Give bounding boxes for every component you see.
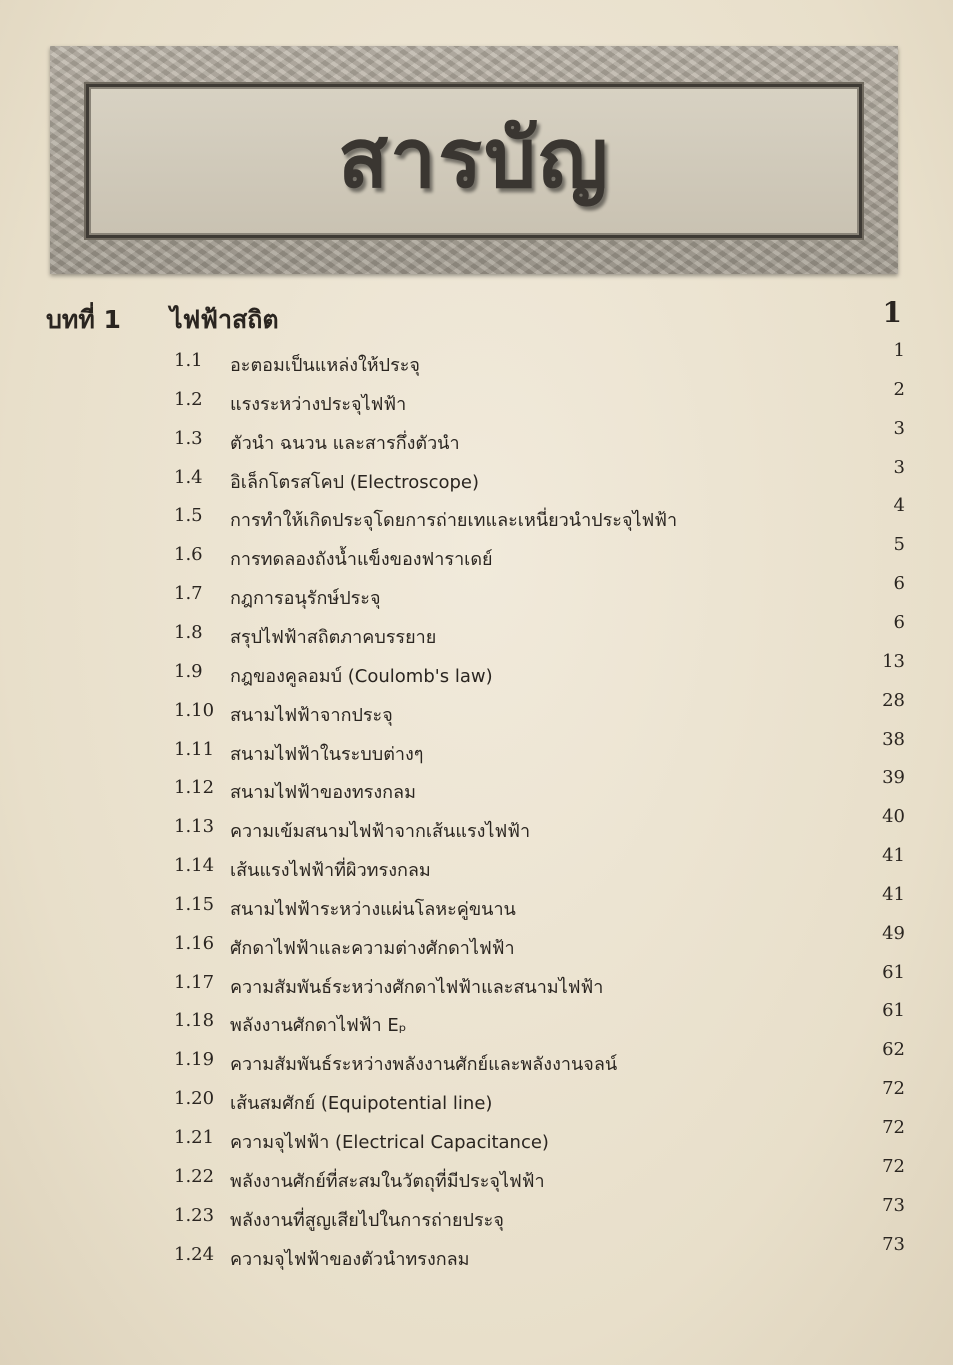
toc-entry-title: พลังงานศักดาไฟฟ้า Eₚ (230, 1015, 407, 1037)
toc-entry-number: 1.15 (174, 893, 215, 915)
toc-entry-title: ศักดาไฟฟ้าและความต่างศักดาไฟฟ้า (230, 937, 515, 959)
toc-entry-page: 73 (882, 1194, 905, 1216)
toc-entry-page: 2 (893, 378, 905, 400)
toc-entry (0, 417, 953, 466)
toc-entry (0, 534, 953, 582)
toc-entry (0, 1155, 953, 1204)
toc-entry-page: 61 (882, 961, 905, 983)
toc-entry (0, 1233, 953, 1282)
toc-entry-number: 1.7 (174, 583, 203, 605)
toc-entry (0, 922, 953, 971)
toc-entry-page: 39 (882, 767, 905, 789)
toc-entry-number: 1.4 (174, 466, 203, 488)
toc-entry-number: 1.24 (174, 1243, 215, 1265)
toc-entry (0, 340, 953, 388)
page-title: สารบัญ (337, 111, 611, 207)
toc-entry-title: กฎของคูลอมบ์ (Coulomb's law) (230, 665, 493, 687)
toc-entry-title: สนามไฟฟ้าในระบบต่างๆ (230, 743, 424, 765)
toc-entry (0, 495, 953, 543)
toc-entry-title: ความสัมพันธ์ระหว่างศักดาไฟฟ้าและสนามไฟฟ้า (230, 976, 604, 998)
toc-entry-page: 28 (882, 689, 905, 711)
toc-entry-title: สนามไฟฟ้าของทรงกลม (230, 782, 416, 804)
toc-entry-page: 49 (882, 922, 905, 944)
toc-entry-page: 72 (882, 1155, 905, 1177)
toc-entry-title: กฎการอนุรักษ์ประจุ (230, 588, 381, 610)
toc-entry-number: 1.11 (174, 738, 215, 760)
toc-entry-number: 1.21 (174, 1127, 215, 1148)
toc-entry-number: 1.17 (174, 971, 215, 993)
toc-entry (0, 806, 953, 854)
toc-entry (0, 767, 953, 815)
toc-entry-title: อะตอมเป็นแหล่งให้ประจุ (230, 355, 420, 376)
toc-entry-page: 4 (893, 495, 905, 517)
toc-entry-title: เส้นแรงไฟฟ้าที่ผิวทรงกลม (230, 860, 431, 882)
toc-entry-number: 1.6 (174, 544, 203, 566)
toc-entry-number: 1.22 (174, 1165, 215, 1187)
toc-entry-number: 1.16 (174, 932, 215, 954)
toc-entry-title: ความจุไฟฟ้าของตัวนำทรงกลม (230, 1248, 470, 1270)
toc-entry (0, 728, 953, 777)
toc-entry-title: เส้นสมศักย์ (Equipotential line) (230, 1093, 493, 1115)
toc-entry-page: 6 (893, 573, 905, 595)
toc-entry-title: พลังงานที่สูญเสียไปในการถ่ายประจุ (230, 1209, 504, 1231)
toc-entry-title: ความสัมพันธ์ระหว่างพลังงานศักย์และพลังงานจลน์ (230, 1054, 618, 1076)
toc-entry (0, 1194, 953, 1243)
toc-entry-number: 1.9 (174, 660, 203, 682)
toc-entry-number: 1.14 (174, 855, 215, 877)
toc-entry-number: 1.19 (174, 1049, 215, 1071)
toc-entry-page: 3 (893, 456, 905, 478)
toc-entry (0, 456, 953, 505)
toc-entry-title: สนามไฟฟ้าจากประจุ (230, 704, 393, 726)
toc-entry (0, 573, 953, 621)
toc-entry-title: การทำให้เกิดประจุโดยการถ่ายเทและเหนี่ยวนำประจุไฟฟ้า (230, 510, 678, 532)
toc-entry-number: 1.12 (174, 777, 215, 799)
toc-entry-page: 72 (882, 1117, 905, 1138)
toc-entry (0, 689, 953, 738)
toc-entry-title: อิเล็กโตรสโคป (Electroscope) (230, 471, 480, 493)
toc-entry-title: สนามไฟฟ้าระหว่างแผ่นโลหะคู่ขนาน (230, 898, 516, 920)
toc-entry (0, 1000, 953, 1048)
toc-entry (0, 961, 953, 1010)
toc-entry-title: ตัวนำ ฉนวน และสารกึ่งตัวนำ (230, 432, 460, 454)
toc-entry-title: ความจุไฟฟ้า (Electrical Capacitance) (230, 1132, 549, 1153)
toc-entry (0, 611, 953, 660)
toc-entry-title: แรงระหว่างประจุไฟฟ้า (230, 393, 407, 415)
toc-entry-number: 1.23 (174, 1204, 215, 1226)
toc-entry-title: สรุปไฟฟ้าสถิตภาคบรรยาย (230, 626, 437, 648)
toc-entry-number: 1.1 (174, 350, 203, 371)
toc-entry-page: 73 (882, 1233, 905, 1255)
chapter-title: ไฟฟ้าสถิต (170, 305, 279, 334)
toc-entry-page: 3 (893, 417, 905, 439)
toc-entry-title: การทดลองถังน้ำแข็งของฟาราเดย์ (230, 549, 493, 571)
toc-entry (0, 1039, 953, 1087)
toc-entry (0, 1117, 953, 1165)
toc-entry-page: 61 (882, 1000, 905, 1022)
toc-entry-page: 72 (882, 1078, 905, 1100)
toc-entry (0, 883, 953, 932)
toc-entry-page: 1 (893, 340, 905, 361)
toc-entry-number: 1.8 (174, 621, 203, 643)
toc-entry-number: 1.3 (174, 427, 203, 449)
toc-entry-page: 5 (893, 534, 905, 556)
toc-entry-number: 1.10 (174, 699, 215, 721)
toc-entry-page: 41 (882, 883, 905, 905)
toc-entry-number: 1.20 (174, 1088, 215, 1110)
toc-entry-title: ความเข้มสนามไฟฟ้าจากเส้นแรงไฟฟ้า (230, 821, 531, 843)
toc-entry-page: 41 (882, 845, 905, 867)
toc-entry-number: 1.5 (174, 505, 203, 527)
toc-entry-number: 1.18 (174, 1010, 215, 1032)
toc-entry (0, 650, 953, 699)
toc-entry-page: 62 (882, 1039, 905, 1061)
toc-entry (0, 1078, 953, 1126)
toc-entry-page: 38 (882, 728, 905, 750)
toc-entry-title: พลังงานศักย์ที่สะสมในวัตถุที่มีประจุไฟฟ้า (230, 1170, 545, 1192)
toc-entry-page: 13 (882, 650, 905, 672)
chapter-page-number: 1 (882, 296, 902, 329)
toc-entry-page: 40 (882, 806, 905, 828)
toc-entry-number: 1.2 (174, 388, 203, 410)
toc-entry-page: 6 (893, 611, 905, 633)
toc-entry (0, 845, 953, 893)
toc-entry (0, 378, 953, 427)
toc-entry-number: 1.13 (174, 816, 215, 838)
chapter-number: บทที่ 1 (46, 305, 121, 334)
